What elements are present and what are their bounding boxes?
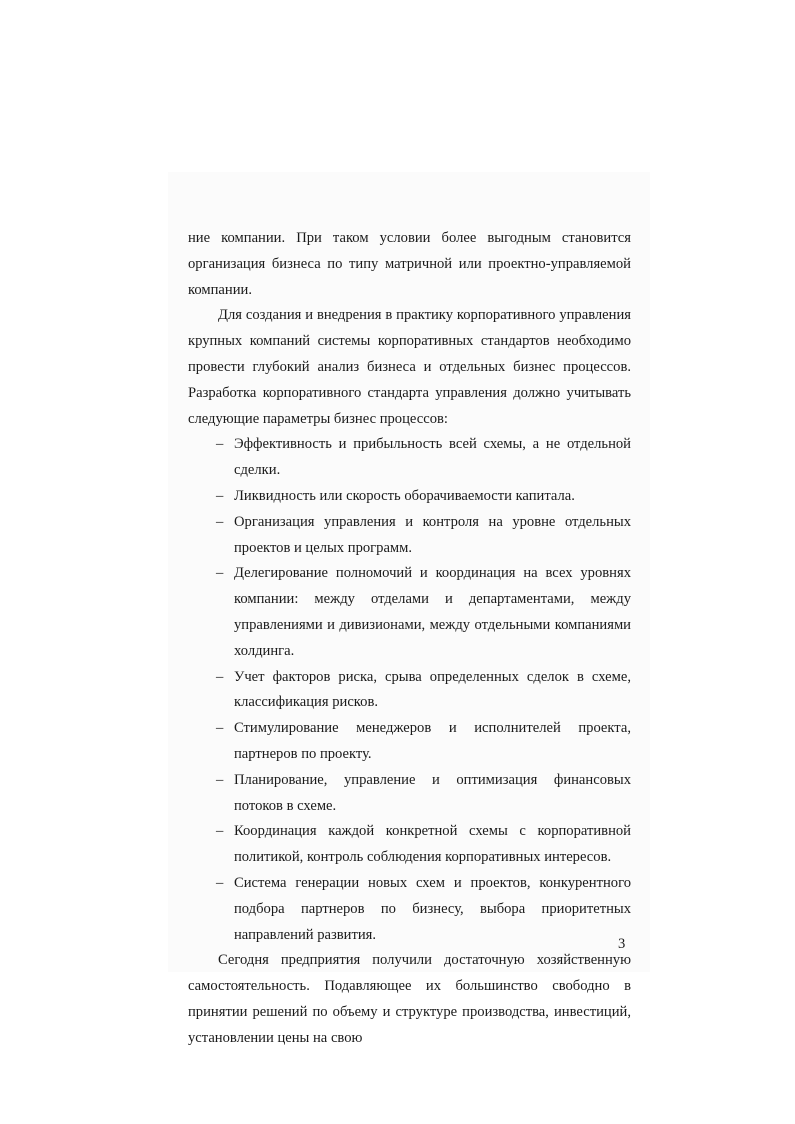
page-number: 3: [618, 936, 626, 952]
list-dash: –: [216, 668, 224, 685]
list-item: [188, 561, 631, 664]
list-item-text: Координация каждой конкретной схемы с корпоративной политикой, контроль соблюдения корпоративных интересов.: [234, 823, 631, 866]
list-item-text: Учет факторов риска, срыва определенных сделок в схеме, классификация рисков.: [234, 668, 631, 711]
list-dash: –: [216, 874, 224, 891]
list-dash: –: [216, 487, 224, 504]
list-item-text: Планирование, управление и оптимизация финансовых потоков в схеме.: [234, 771, 631, 814]
list-item: [188, 871, 631, 948]
list-item: [188, 768, 631, 820]
list-dash: –: [216, 565, 224, 582]
list-item-text: Делегирование полномочий и координация на всех уровнях компании: между отделами и департаментами, между управлениями и дивизионами, между отдельными компаниями холдинга.: [234, 565, 631, 659]
list-dash: –: [216, 823, 224, 840]
list-dash: –: [216, 513, 224, 530]
list-item-text: Система генерации новых схем и проектов, конкурентного подбора партнеров по бизнесу, выбора приоритетных направлений развития.: [234, 874, 631, 943]
paragraph-closing: Сегодня предприятия получили достаточную хозяйственную самостоятельность. Подавляющее их большинство свободно в принятии решений по объему и структуре производства, инвестиций, установлении цены на свою: [188, 952, 631, 1046]
document-body: [188, 226, 631, 1052]
list-item: [188, 665, 631, 717]
paragraph-continuation: ние компании. При таком условии более выгодным становится организация бизнеса по типу матричной или проектно-управляемой компании.: [188, 230, 631, 298]
list-item: [188, 510, 631, 562]
paragraph-intro: Для создания и внедрения в практику корпоративного управления крупных компаний системы корпоративных стандартов необходимо провести глубокий анализ бизнеса и отдельных бизнес процессов. Разработка корпоративного стандарта управления должно учитывать следующие параметры бизнес процессов:: [188, 307, 631, 427]
parameters-list: [188, 432, 631, 948]
list-item: [188, 819, 631, 871]
list-item-text: Стимулирование менеджеров и исполнителей проекта, партнеров по проекту.: [234, 720, 631, 762]
list-dash: –: [216, 771, 224, 788]
list-dash: –: [216, 436, 224, 453]
list-item: [188, 716, 631, 768]
list-item: [188, 484, 631, 510]
list-dash: –: [216, 720, 224, 737]
list-item-text: Организация управления и контроля на уровне отдельных проектов и целых программ.: [234, 513, 631, 556]
list-item-text: Эффективность и прибыльность всей схемы, а не отдельной сделки.: [234, 436, 631, 479]
list-item-text: Ликвидность или скорость оборачиваемости капитала.: [234, 487, 575, 504]
list-item: [188, 432, 631, 484]
